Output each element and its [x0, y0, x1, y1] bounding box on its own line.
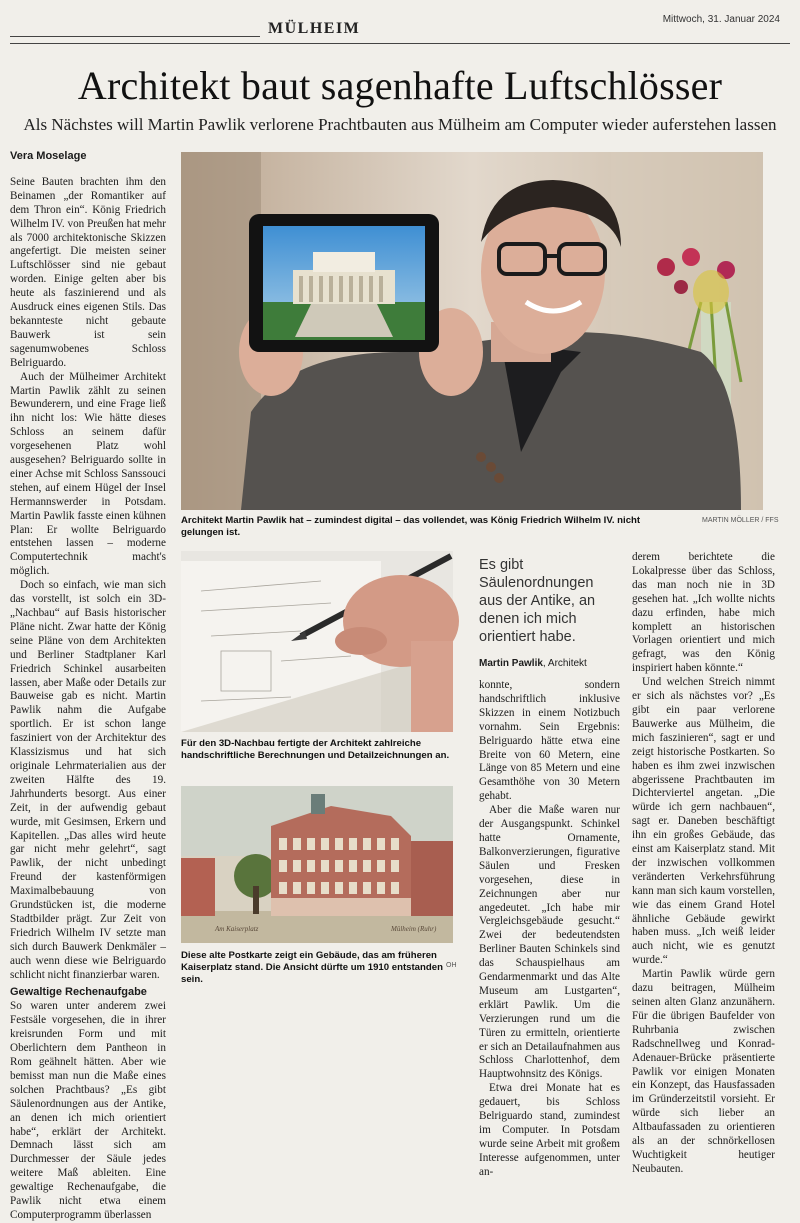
paragraph: Seine Bauten brachten ihm den Beinamen „der Romantiker auf dem Thron ein“. König Friedrich Wilhelm IV. von Preußen hat mehr als 7000 architektonische Skizzen angefertigt. Die meisten seiner Luftschlösser sind nie gebaut worden. Einige gelten aber bis heute als faszinierend und als Ausdruck eines eigenen Stils. Das bekannteste nicht gebaute Bauwerk ist sein sagenumwobenes Schloss Belriguardo. [10, 175, 166, 369]
postcard-label-left: Am Kaiserplatz [215, 925, 259, 933]
sketch-photo [181, 551, 453, 732]
paragraph: Martin Pawlik würde gern dazu beitragen, Mülheim seinen alten Glanz anzunähern. Für die übrigen Baufelder von Ruhrbania zwischen Radschnellweg und Konrad-Adenauer-Brücke präsentierte Pawlik vor einigen Monaten ein Konzept, das Hausfassaden im Gründerzeitstil vorsieht. Er würde sich lieber an Altbaufassaden zu orientieren als an der schnörkellosen Wuchtigkeit heutiger Neubauten. [632, 968, 775, 1175]
postcard-label-right: Mülheim (Ruhr) [391, 925, 437, 933]
subheading: Gewaltige Rechenaufgabe [10, 986, 147, 999]
pull-quote-name: Martin Pawlik [479, 658, 543, 669]
tablet-device [249, 214, 439, 352]
postcard-credit: OH [446, 962, 457, 969]
page-header [10, 14, 790, 44]
headline: Architekt baut sagenhafte Luftschlösser [77, 63, 723, 108]
postcard-photo [181, 786, 453, 943]
paragraph: derem berichtete die Lokalpresse über das Schloss, das man noch nie in 3D gesehen hat. „Ich wollte nichts dazu erfinden, habe mich komplett an historischen Vorlagen orientiert und mich gefragt, was den König inspiriert haben könnte.“ [632, 551, 775, 675]
sketch-caption: Für den 3D-Nachbau fertigte der Architekt zahlreiche handschriftliche Berechnungen und Detailzeichnungen an. [181, 738, 450, 761]
paragraph: konnte, sondern handschriftlich inklusive Skizzen in einem Notizbuch vornahm. Sein Ergebnis: Belriguardo hätte etwa eine Breite von 60 Metern, eine Länge von 85 Metern und eine Gesamthöhe von 30 Metern gehabt. [479, 679, 620, 803]
article-column-1 [10, 150, 166, 1223]
issue-date: Mittwoch, 31. Januar 2024 [662, 14, 780, 25]
paragraph: Auch der Mülheimer Architekt Martin Pawlik zählt zu seinen Bewunderern, und eine Frage ließ ihn nicht los: Wie hätte dieses Schloss an seinem dafür vorgesehenen Platz wohl ausgesehen? Belriguardo sollte in einer Achse mit Schloss Sanssouci stehen, auf einem Hügel der Insel Hermannswerder in Potsdam. Martin Pawlik fasste einen kühnen Plan: Er wollte Belriguardo entstehen lassen – moderne Computertechnik macht's möglich. [10, 370, 166, 578]
pull-quote-text: Es gibt Säulenordnungen aus der Antike, an denen ich mich orientiert habe. [479, 557, 596, 645]
header-rule [10, 36, 260, 37]
article-column-4 [632, 551, 775, 1177]
hero-photo [181, 152, 763, 510]
subheadline: Als Nächstes will Martin Pawlik verlorene Prachtbauten aus Mülheim am Computer wieder auferstehen lassen [23, 115, 777, 134]
paragraph: So waren unter anderem zwei Festsäle vorgesehen, die in ihrer kreisrunden Form und mit Oberlichtern dem Pantheon in Rom geähnelt hätten. Aber wie bemisst man nun die Maße eines solchen Prachtbaus? „Es gibt Säulenordnungen aus der Antike, an denen ich mich orientiert habe“, erklärt der Architekt. Demnach lässt sich am Durchmesser der Säule jedes weitere Maß ableiten. Eine gewaltige Rechenaufgabe, die Pawlik nicht etwa einem Computerprogramm überlassen [10, 1000, 166, 1221]
pull-quote-source [479, 658, 619, 669]
postcard-caption: Diese alte Postkarte zeigt ein Gebäude, das am früheren Kaiserplatz stand. Die Ansicht dürfte um 1910 entstanden sein. [181, 950, 443, 985]
pull-quote [479, 556, 619, 669]
hero-credit: MARTIN MÖLLER / FFS [702, 517, 779, 524]
author-byline: Vera Moselage [10, 150, 87, 162]
paragraph: Und welchen Streich nimmt er sich als nächstes vor? „Es gibt ein paar verlorene Bauwerke aus Mülheim, die mich faszinieren“, sagt er und zeigt historische Postkarten. So haben es ihm zwei inzwischen abgerissene Prachtbauten im Dichterviertel angetan. „Die würde ich gern nachbauen“, sagt er. Daneben beschäftigt ihn ein großes Gebäude, das einst am Kaiserplatz stand. Mit der inzwischen vollkommen veränderten Verkehrsführung kann man sich kaum vorstellen, wie das einem Grand Hotel ähnliche Gebäude gewirkt haben muss. „Ich weiß leider auch nicht, wie es genutzt wurde.“ [632, 676, 775, 967]
section-name: MÜLHEIM [268, 20, 361, 37]
article-column-3 [479, 679, 620, 1180]
paragraph: Etwa drei Monate hat es gedauert, bis Schloss Belriguardo stand, zumindest im Computer. In Potsdam wurde seine Arbeit mit großem Interesse aufgenommen, unter an- [479, 1082, 620, 1178]
pull-quote-role: , Architekt [542, 658, 587, 669]
hero-caption: Architekt Martin Pawlik hat – zumindest digital – das vollendet, was König Friedrich Wilhelm IV. nicht gelungen ist. [181, 515, 641, 538]
paragraph: Aber die Maße waren nur der Ausgangspunkt. Schinkel hatte Ornamente, Balkonverzierungen, figurative Säulen und Fresken vorgesehen, diese in Zeichnungen aber nur angedeutet. „Ich habe mir Vergleichsgebäude gesucht.“ Zwei der bedeutendsten Berliner Bauten Schinkels sind das Schauspielhaus am Gendarmenmarkt und das Alte Museum am Lustgarten“, erklärt Pawlik. Um die Verzierungen rund um die Türen zu ermitteln, orientierte er sich an Detailaufnahmen aus Schloss Charlottenhof, dem Hauptwohnsitz des Königs. [479, 804, 620, 1081]
paragraph: Doch so einfach, wie man sich das vorstellt, ist solch ein 3D-„Nachbau“ auf Basis historischer Pläne nicht. Zwar hatte der König seine Pläne von dem Architekten und Berliner Stadtplaner Karl Friedrich Schinkel ausarbeiten lassen, aber Maße oder Details zur Bauweise gab es nicht. Martin Pawlik nahm die Aufgabe sportlich. Er ist schon lange fasziniert von der Architektur des Klassizismus und hat sich originale Lehrmaterialien aus der zweiten Hälfte des 19. Jahrhunderts besorgt. Aus einer Zeit, in der aufwendig gebaut wurde, mit Gesimsen, Erkern und Kapitellen. „Das alles wird heute gar nicht mehr gelehrt“, sagt Pawlik, der nicht unbedingt Freund der kastenförmigen Maximalbebauung von Grundstücken ist, die moderne Stadtbilder prägt. Zur Zeit von Friedrich Wilhelm IV setzte man sich durch Bauwerk Denkmäler – auch wenn diese wie Belriguardo schlicht nicht finanzierbar waren. [10, 579, 166, 981]
